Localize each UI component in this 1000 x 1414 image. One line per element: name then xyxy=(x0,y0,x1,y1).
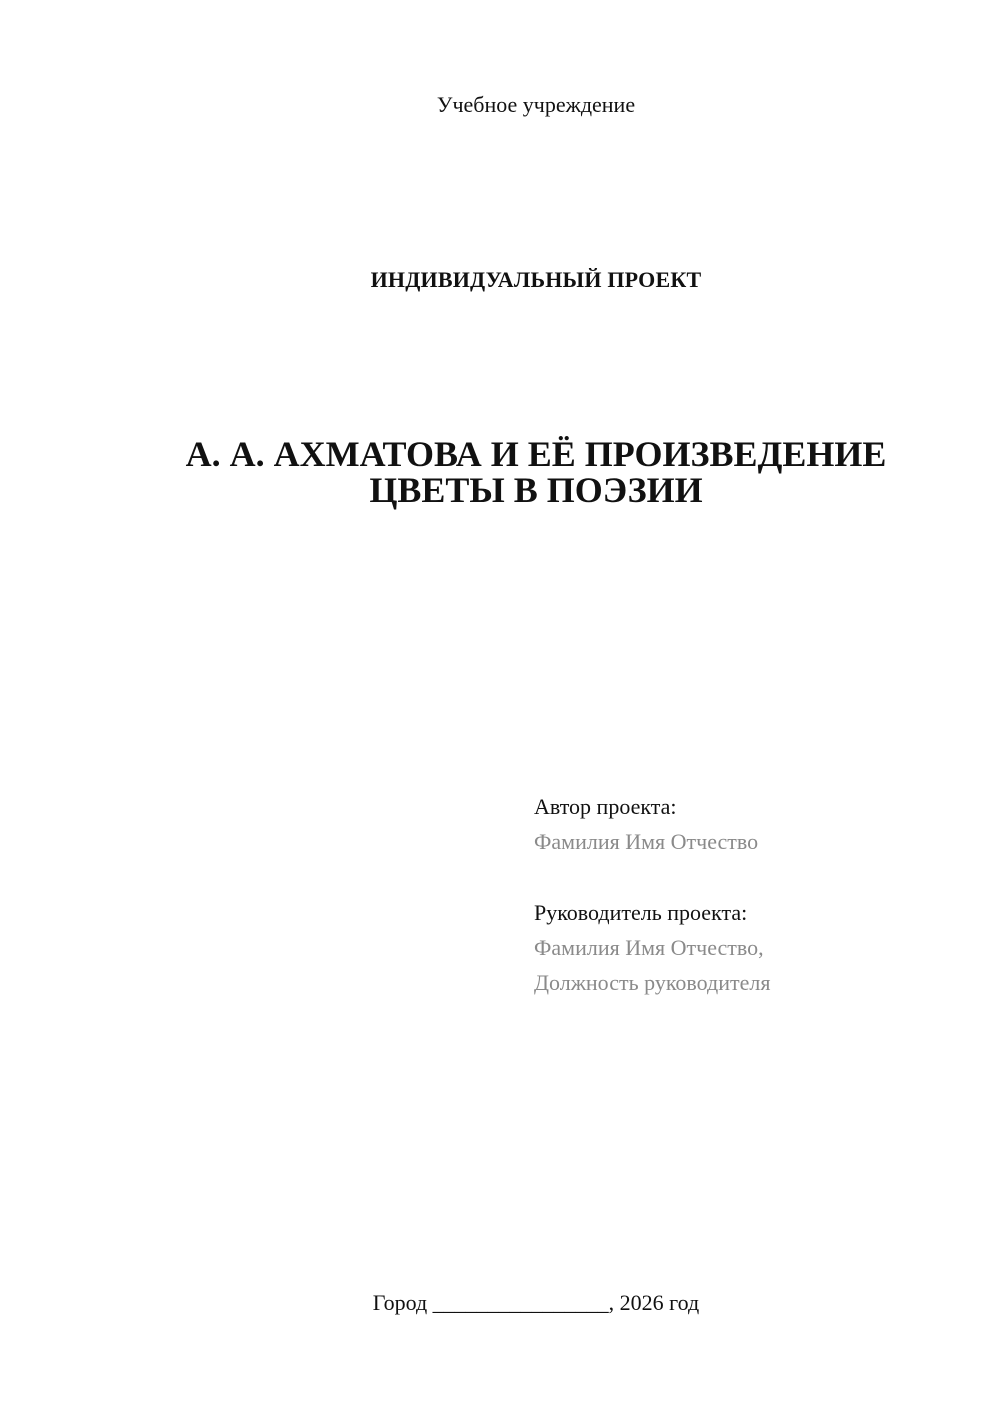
author-label: Автор проекта: xyxy=(534,794,677,819)
project-title xyxy=(0,436,1000,508)
city-year-line: Город ________________, 2026 год xyxy=(372,1290,700,1315)
author-name: Фамилия Имя Отчество xyxy=(534,829,759,854)
document-type: ИНДИВИДУАЛЬНЫЙ ПРОЕКТ xyxy=(370,267,702,292)
supervisor-position: Должность руководителя xyxy=(534,970,771,995)
credits-spacer xyxy=(534,859,770,895)
institution-name: Учебное учреждение xyxy=(436,92,636,117)
project-title-line-1: А. А. АХМАТОВА И ЕЁ ПРОИЗВЕДЕНИЕ xyxy=(185,434,887,474)
project-credits xyxy=(534,789,770,1000)
supervisor-label: Руководитель проекта: xyxy=(534,900,748,925)
project-title-line-2: ЦВЕТЫ В ПОЭЗИИ xyxy=(369,470,703,510)
supervisor-name: Фамилия Имя Отчество, xyxy=(534,935,764,960)
